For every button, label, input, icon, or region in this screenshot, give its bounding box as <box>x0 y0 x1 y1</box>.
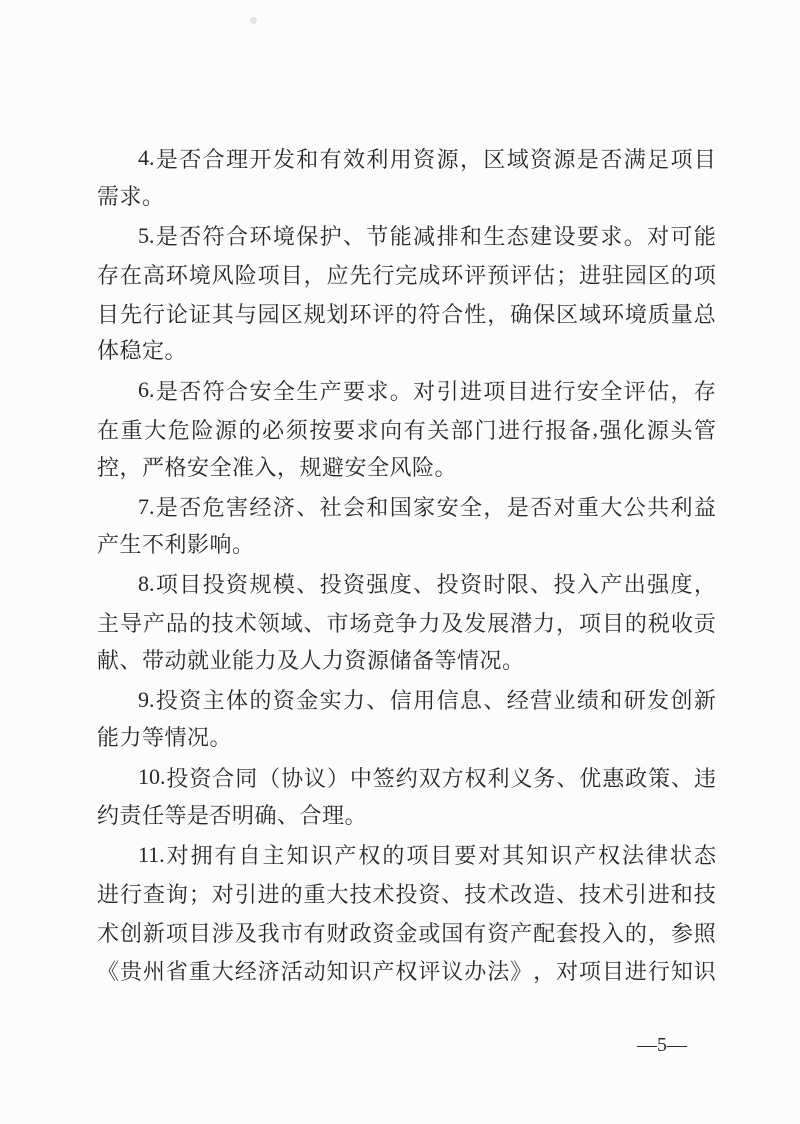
text-line: 10. 投 资 合 同 （ 协 议 ） 中 签 约 双 方 权 利 义 务 、 优 惠 政 策 、 违 <box>138 764 716 791</box>
text-line: 约责任等是否明确、合理。 <box>97 802 368 828</box>
text-line: 9. 投 资 主 体 的 资 金 实 力 、 信 用 信 息 、 经 营 业 绩 和 研 发 创 新 <box>138 686 716 714</box>
text-line: 在 重 大 危 险 源 的 必 须 按 要 求 向 有 关 部 门 进 行 报 备 , 强 化 源 头 管 <box>97 416 716 443</box>
page-number: —5— <box>637 1034 687 1056</box>
text-line: 存 在 高 环 境 风 险 项 目 ， 应 先 行 完 成 环 评 预 评 估 ； 进 驻 园 区 的 项 <box>97 262 716 288</box>
text-line: 6. 是 否 符 合 安 全 生 产 要 求 。 对 引 进 项 目 进 行 安 全 评 估 ， 存 <box>138 377 716 404</box>
text-line: 主 导 产 品 的 技 术 领 域 、 市 场 竞 争 力 及 发 展 潜 力 ， 项 目 的 税 收 贡 <box>97 611 716 637</box>
paragraph-4 <box>97 139 716 216</box>
paragraph-11 <box>97 835 716 990</box>
text-line: 8. 项 目 投 资 规 模 、 投 资 强 度 、 投 资 时 限 、 投 入 产 出 强 度 ， <box>138 570 716 598</box>
text-line: 4. 是 否 合 理 开 发 和 有 效 利 用 资 源 ， 区 域 资 源 是 否 满 足 项 目 <box>138 145 716 172</box>
text-line: 11. 对 拥 有 自 主 知 识 产 权 的 项 目 要 对 其 知 识 产 权 法 律 状 态 <box>138 841 716 869</box>
text-line: 需求。 <box>97 183 165 209</box>
paragraph-9 <box>97 681 716 758</box>
document-body <box>97 139 716 990</box>
paragraph-6 <box>97 371 716 487</box>
paragraph-7 <box>97 487 716 564</box>
text-line: 5. 是 否 符 合 环 境 保 护 、 节 能 减 排 和 生 态 建 设 要 求 。 对 可 能 <box>138 222 716 250</box>
text-line: 献、带动就业能力及人力资源储备等情况。 <box>97 647 525 673</box>
paragraph-5 <box>97 216 716 371</box>
text-line: 控，严格安全准入，规避安全风险。 <box>97 454 458 480</box>
text-line: 能力等情况。 <box>97 725 233 751</box>
text-line: 7. 是 否 危 害 经 济 、 社 会 和 国 家 安 全 ， 是 否 对 重 大 公 共 利 益 <box>138 493 716 521</box>
text-line: 术 创 新 项 目 涉 及 我 市 有 财 政 资 金 或 国 有 资 产 配 套 投 入 的 ， 参 照 <box>97 920 716 946</box>
paragraph-8 <box>97 565 716 681</box>
text-line: 产生不利影响。 <box>97 531 255 557</box>
scan-artifact-dot <box>250 17 257 24</box>
paragraph-10 <box>97 758 716 835</box>
text-line: 目 先 行 论 证 其 与 园 区 规 划 环 评 的 符 合 性 ， 确 保 区 域 环 境 质 量 总 <box>97 301 716 327</box>
text-line: 《 贵 州 省 重 大 经 济 活 动 知 识 产 权 评 议 办 法 》 ， 对 项 目 进 行 知 识 <box>97 959 716 985</box>
text-line: 体稳定。 <box>97 338 188 364</box>
text-line: 进 行 查 询 ； 对 引 进 的 重 大 技 术 投 资 、 技 术 改 造 、 技 术 引 进 和 技 <box>97 881 716 907</box>
